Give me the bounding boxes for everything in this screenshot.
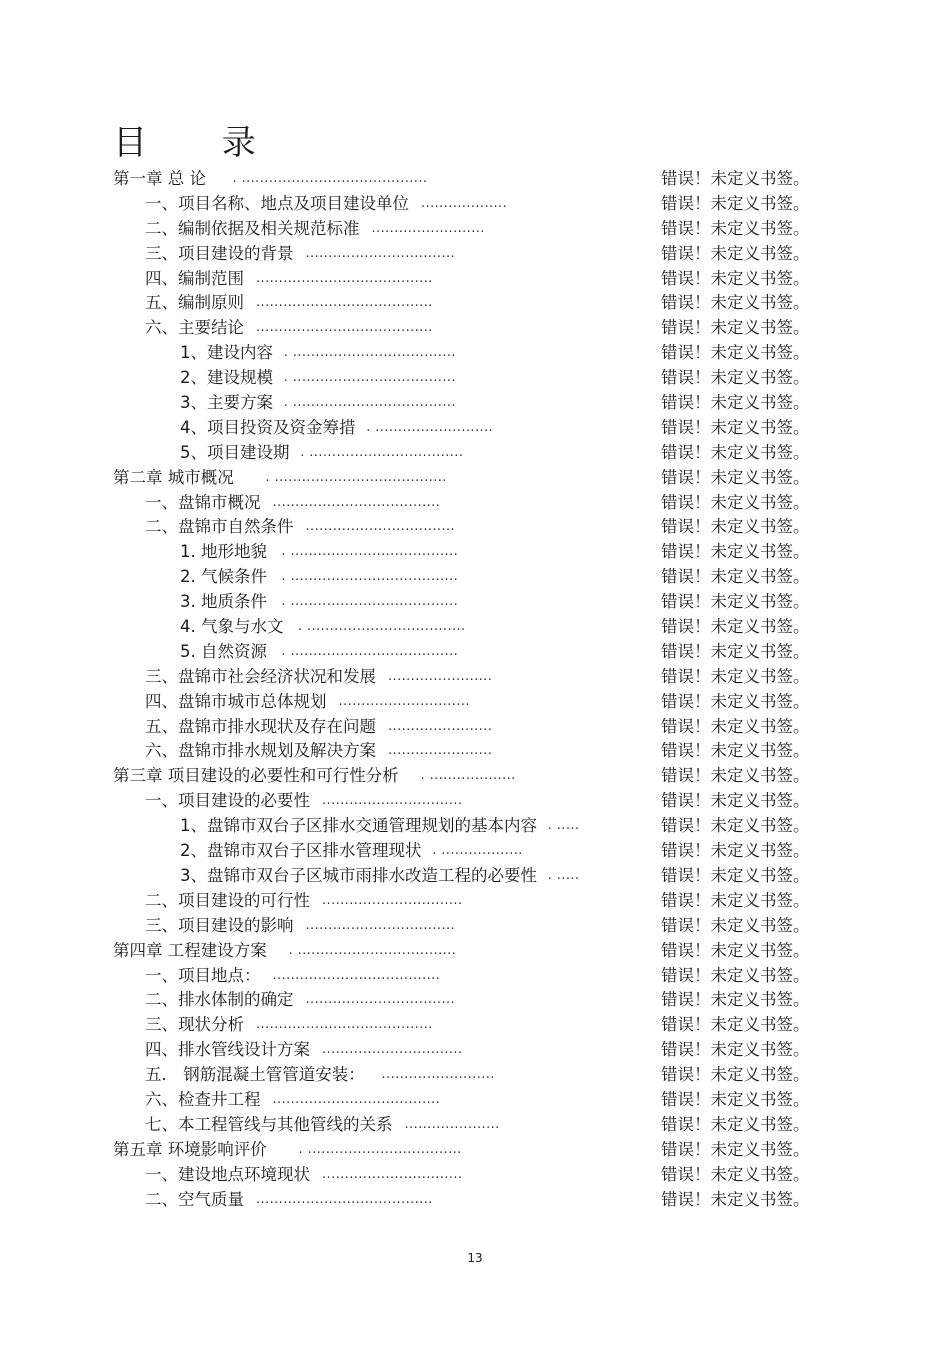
toc-entry-title: 4、项目投资及资金筹措 — [180, 417, 356, 437]
toc-dot-leader: ....................... — [388, 743, 493, 759]
toc-entry[interactable] — [0, 391, 950, 416]
toc-entry-title: 5. 自然资源 — [180, 641, 267, 661]
toc-dot-leader: . .......................... — [366, 419, 494, 435]
toc-dot-leader: . ................... — [420, 768, 516, 784]
toc-dot-leader: . .................................... — [283, 370, 456, 386]
toc-page-reference: 错误！未定义书签。 — [661, 517, 810, 537]
toc-page-reference: 错误！未定义书签。 — [661, 865, 810, 885]
toc-entry[interactable] — [0, 192, 950, 217]
toc-dot-leader: ..................................... — [272, 494, 441, 510]
toc-entry[interactable] — [0, 1188, 950, 1213]
toc-dot-leader: ................................. — [305, 917, 456, 933]
toc-entry-title: 五、盘锦市排水现状及存在问题 — [145, 716, 376, 736]
toc-entry-title: 二、项目建设的可行性 — [145, 890, 310, 910]
toc-entry-title: 七、本工程管线与其他管线的关系 — [145, 1114, 393, 1134]
toc-dot-leader: . ..... — [547, 867, 580, 883]
toc-entry[interactable] — [0, 242, 950, 267]
toc-dot-leader: ....................... — [388, 718, 493, 734]
toc-page-reference: 错误！未定义书签。 — [661, 965, 810, 985]
toc-page-reference: 错误！未定义书签。 — [661, 417, 810, 437]
toc-dot-leader: ....................................... — [256, 320, 433, 336]
toc-entry[interactable] — [0, 565, 950, 590]
toc-entry-title: 五． 钢筋混凝土管管道安装： — [145, 1065, 365, 1085]
toc-page-reference: 错误！未定义书签。 — [661, 567, 810, 587]
toc-entry[interactable] — [0, 615, 950, 640]
toc-entry-title: 三、盘锦市社会经济状况和发展 — [145, 666, 376, 686]
toc-entry-title: 第二章 城市概况 — [113, 467, 234, 487]
toc-page-reference: 错误！未定义书签。 — [661, 492, 810, 512]
toc-dot-leader: ..................................... — [272, 967, 441, 983]
toc-page-reference: 错误！未定义书签。 — [661, 293, 810, 313]
toc-entry-title: 四、编制范围 — [145, 268, 244, 288]
toc-entry-title: 三、现状分析 — [145, 1015, 244, 1035]
toc-entry[interactable] — [0, 441, 950, 466]
toc-entry[interactable] — [0, 1163, 950, 1188]
toc-page-reference: 错误！未定义书签。 — [661, 691, 810, 711]
toc-dot-leader: . .................................... — [283, 345, 456, 361]
toc-entry-title: 三、项目建设的影响 — [145, 915, 294, 935]
toc-entry[interactable] — [0, 167, 950, 192]
toc-entry-title: 二、排水体制的确定 — [145, 990, 294, 1010]
toc-dot-leader: ............................... — [322, 793, 463, 809]
toc-dot-leader: ............................... — [322, 892, 463, 908]
toc-dot-leader: ......................... — [381, 1067, 495, 1083]
toc-dot-leader: . ..................................... — [281, 594, 459, 610]
toc-page-reference: 错误！未定义书签。 — [661, 393, 810, 413]
toc-page-reference: 错误！未定义书签。 — [661, 169, 810, 188]
toc-page-reference: 错误！未定义书签。 — [661, 1114, 810, 1134]
toc-page-reference: 错误！未定义书签。 — [661, 617, 810, 637]
toc-dot-leader: . ..... — [547, 818, 580, 834]
toc-entry-title: 二、编制依据及相关规范标准 — [145, 218, 360, 238]
toc-entry[interactable] — [0, 764, 950, 789]
toc-dot-leader: ............................. — [338, 693, 470, 709]
toc-page-reference: 错误！未定义书签。 — [661, 1089, 810, 1109]
toc-entry[interactable] — [0, 590, 950, 615]
toc-dot-leader: ....................................... — [256, 1191, 433, 1207]
toc-page-reference: 错误！未定义书签。 — [661, 442, 810, 462]
toc-dot-leader: ................................. — [305, 245, 456, 261]
toc-entry[interactable] — [0, 466, 950, 491]
toc-entry-title: 2、建设规模 — [180, 368, 273, 388]
toc-entry[interactable] — [0, 540, 950, 565]
toc-entry[interactable] — [0, 1013, 950, 1038]
toc-entry[interactable] — [0, 341, 950, 366]
toc-entry[interactable] — [0, 1113, 950, 1138]
toc-page-reference: 错误！未定义书签。 — [661, 243, 810, 263]
toc-dot-leader: ......................... — [371, 220, 485, 236]
toc-entry[interactable] — [0, 640, 950, 665]
toc-page-reference: 错误！未定义书签。 — [661, 890, 810, 910]
toc-entry[interactable] — [0, 515, 950, 540]
toc-entry[interactable] — [0, 739, 950, 764]
page-number: 13 — [467, 1251, 483, 1265]
toc-entry[interactable] — [0, 988, 950, 1013]
toc-dot-leader: . ......................................... — [232, 171, 428, 186]
toc-entry-title: 3、主要方案 — [180, 393, 273, 413]
toc-entry[interactable] — [0, 316, 950, 341]
toc-page-reference: 错误！未定义书签。 — [661, 542, 810, 562]
toc-entry[interactable] — [0, 864, 950, 889]
toc-page-reference: 错误！未定义书签。 — [661, 1189, 810, 1209]
toc-entry[interactable] — [0, 491, 950, 516]
toc-dot-leader: . ................................... — [297, 619, 466, 635]
toc-page-reference: 错误！未定义书签。 — [661, 816, 810, 836]
toc-entry-title: 四、排水管线设计方案 — [145, 1040, 310, 1060]
toc-dot-leader: . .................................. — [298, 1141, 462, 1157]
toc-entry-title: 2. 气候条件 — [180, 567, 267, 587]
toc-page-reference: 错误！未定义书签。 — [661, 990, 810, 1010]
toc-dot-leader: . ..................................... — [281, 569, 459, 585]
toc-entry-title: 一、建设地点环境现状 — [145, 1164, 310, 1184]
toc-entry-title: 1、建设内容 — [180, 343, 273, 363]
toc-dot-leader: ....................... — [388, 668, 493, 684]
toc-entry[interactable] — [0, 789, 950, 814]
toc-dot-leader: ....................................... — [256, 1017, 433, 1033]
toc-entry[interactable] — [0, 665, 950, 690]
toc-dot-leader: ................... — [421, 195, 508, 211]
toc-entry-title: 一、项目名称、地点及项目建设单位 — [145, 193, 409, 213]
toc-entry[interactable] — [0, 1138, 950, 1163]
toc-dot-leader: ................................. — [305, 519, 456, 535]
toc-dot-leader: ....................................... — [256, 295, 433, 311]
toc-entry[interactable] — [0, 690, 950, 715]
toc-entry-title: 5、项目建设期 — [180, 442, 290, 462]
toc-page-reference: 错误！未定义书签。 — [661, 841, 810, 861]
toc-entry[interactable] — [0, 291, 950, 316]
toc-entry-title: 3. 地质条件 — [180, 592, 267, 612]
toc-entry-title: 4. 气象与水文 — [180, 617, 284, 637]
toc-entry-title: 一、盘锦市概况 — [145, 492, 261, 512]
toc-entry-title: 3、盘锦市双台子区城市雨排水改造工程的必要性 — [180, 865, 537, 885]
toc-page-reference: 错误！未定义书签。 — [661, 940, 810, 960]
toc-entry-title: 四、盘锦市城市总体规划 — [145, 691, 327, 711]
toc-page-reference: 错误！未定义书签。 — [661, 741, 810, 761]
toc-page-reference: 错误！未定义书签。 — [661, 716, 810, 736]
toc-entry[interactable] — [0, 267, 950, 292]
toc-page-reference: 错误！未定义书签。 — [661, 641, 810, 661]
toc-entry-title: 2、盘锦市双台子区排水管理现状 — [180, 841, 422, 861]
toc-dot-leader: ..................................... — [272, 1091, 441, 1107]
toc-page-reference: 错误！未定义书签。 — [661, 218, 810, 238]
toc-entry[interactable] — [0, 416, 950, 441]
toc-entry[interactable] — [0, 217, 950, 242]
toc-dot-leader: . ................................... — [288, 942, 457, 958]
toc-entry-title: 二、空气质量 — [145, 1189, 244, 1209]
toc-dot-leader: ....................................... — [256, 270, 433, 286]
toc-dot-leader: . .................. — [432, 843, 523, 859]
table-of-contents — [0, 167, 950, 1212]
toc-page-reference: 错误！未定义书签。 — [661, 766, 810, 786]
toc-dot-leader: . ..................................... — [281, 643, 459, 659]
toc-page-reference: 错误！未定义书签。 — [661, 592, 810, 612]
toc-page-reference: 错误！未定义书签。 — [661, 791, 810, 811]
toc-page-reference: 错误！未定义书签。 — [661, 1040, 810, 1060]
toc-dot-leader: . .................................. — [300, 444, 464, 460]
toc-entry-title: 第三章 项目建设的必要性和可行性分析 — [113, 766, 399, 786]
toc-entry[interactable] — [0, 1063, 950, 1088]
toc-entry[interactable] — [0, 839, 950, 864]
toc-page-reference: 错误！未定义书签。 — [661, 666, 810, 686]
toc-entry-title: 第五章 环境影响评价 — [113, 1139, 267, 1159]
toc-page-reference: 错误！未定义书签。 — [661, 1164, 810, 1184]
toc-entry-title: 六、盘锦市排水规划及解决方案 — [145, 741, 376, 761]
toc-page-reference: 错误！未定义书签。 — [661, 368, 810, 388]
toc-entry-title: 六、主要结论 — [145, 318, 244, 338]
toc-entry-title: 一、项目地点： — [145, 965, 261, 985]
toc-dot-leader: ..................... — [404, 1116, 500, 1132]
toc-entry-title: 第一章 总 论 — [113, 169, 206, 188]
page-title: 目 录 — [113, 123, 288, 163]
toc-dot-leader: . ...................................... — [265, 469, 447, 485]
toc-entry[interactable] — [0, 964, 950, 989]
toc-page-reference: 错误！未定义书签。 — [661, 915, 810, 935]
toc-entry[interactable] — [0, 814, 950, 839]
toc-entry[interactable] — [0, 1038, 950, 1063]
toc-entry-title: 一、项目建设的必要性 — [145, 791, 310, 811]
toc-dot-leader: . .................................... — [283, 395, 456, 411]
toc-page-reference: 错误！未定义书签。 — [661, 343, 810, 363]
toc-entry-title: 1、盘锦市双台子区排水交通管理规划的基本内容 — [180, 816, 537, 836]
toc-page-reference: 错误！未定义书签。 — [661, 1015, 810, 1035]
toc-page-reference: 错误！未定义书签。 — [661, 193, 810, 213]
toc-entry[interactable] — [0, 1088, 950, 1113]
toc-entry-title: 六、检查井工程 — [145, 1089, 261, 1109]
toc-page-reference: 错误！未定义书签。 — [661, 268, 810, 288]
toc-entry[interactable] — [0, 939, 950, 964]
toc-entry-title: 1. 地形地貌 — [180, 542, 267, 562]
toc-entry[interactable] — [0, 715, 950, 740]
toc-page-reference: 错误！未定义书签。 — [661, 467, 810, 487]
toc-page-reference: 错误！未定义书签。 — [661, 1065, 810, 1085]
toc-entry[interactable] — [0, 366, 950, 391]
toc-entry-title: 第四章 工程建设方案 — [113, 940, 267, 960]
toc-entry[interactable] — [0, 889, 950, 914]
toc-dot-leader: ............................... — [322, 1166, 463, 1182]
toc-entry-title: 三、项目建设的背景 — [145, 243, 294, 263]
toc-dot-leader: ............................... — [322, 1042, 463, 1058]
toc-page-reference: 错误！未定义书签。 — [661, 1139, 810, 1159]
toc-page-reference: 错误！未定义书签。 — [661, 318, 810, 338]
toc-dot-leader: ................................. — [305, 992, 456, 1008]
toc-entry[interactable] — [0, 914, 950, 939]
toc-dot-leader: . ..................................... — [281, 544, 459, 560]
toc-entry-title: 五、编制原则 — [145, 293, 244, 313]
toc-entry-title: 二、盘锦市自然条件 — [145, 517, 294, 537]
